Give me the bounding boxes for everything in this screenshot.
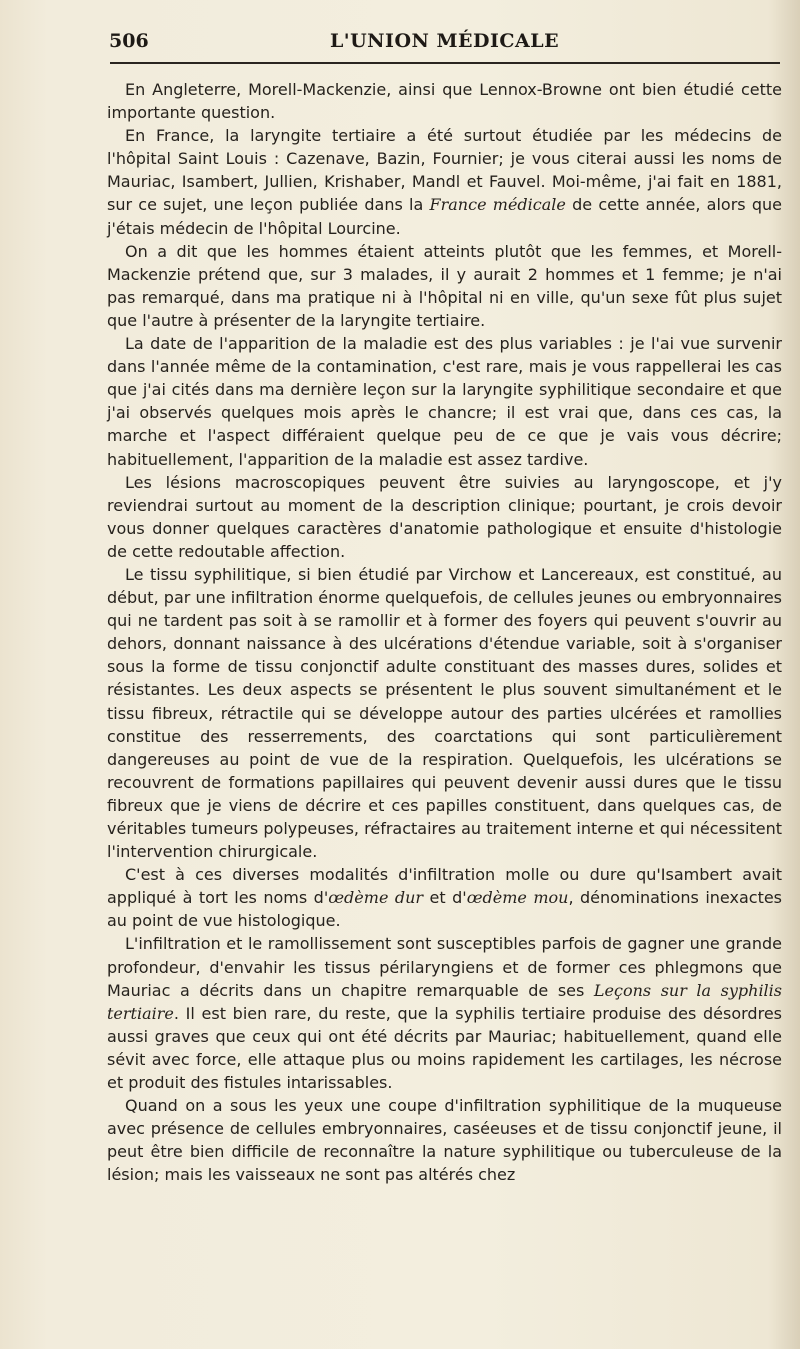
paragraph: [107, 863, 782, 932]
italic-text: œdème dur: [328, 888, 424, 908]
paragraph: [107, 124, 782, 239]
paragraph: [107, 332, 782, 471]
text-run: Quand on a sous les yeux une coupe d'infiltration syphilitique de la muqueuse avec présence de cellules embryonnaires, caséeuses et de tissu conjonctif jeune, il peut être bien difficile de reconnaître la nature syphilitique ou tuberculeuse de la lésion; mais les vaisseaux ne sont pas altérés chez: [107, 1096, 782, 1185]
text-run: C'est à ces diverses modalités d'infiltration molle ou dure qu'Isambert avait appliqué à tort les noms d': [107, 865, 782, 908]
text-run: On a dit que les hommes étaient atteints plutôt que les femmes, et Morell-Mackenzie prétend que, sur 3 malades, il y aurait 2 hommes et 1 femme; je n'ai pas remarqué, dans ma pratique ni à l'hôpital ni en ville, qu'un sexe fût plus sujet que l'autre à présenter de la laryngite tertiaire.: [107, 241, 782, 330]
page-number: 506: [109, 30, 149, 52]
text-run: En France, la laryngite tertiaire a été surtout étudiée par les médecins de l'hôpital Saint Louis : Cazenave, Bazin, Fournier; je vous citerai aussi les noms de Mauriac, Isambert, Jullien, Krishaber, Mandl et Fauvel. Moi-même, j'ai fait en 1881, sur ce sujet, une leçon publiée dans la: [107, 126, 782, 215]
running-title: L'UNION MÉDICALE: [329, 30, 560, 52]
italic-text: France médicale: [429, 195, 566, 215]
text-run: Le tissu syphilitique, si bien étudié par Virchow et Lancereaux, est constitué, au début, par une infiltration énorme quelquefois, de cellules jeunes ou embryonnaires qui ne tardent pas soit à se ramollir et à former des foyers qui peuvent s'ouvrir au dehors, donnant naissance à des ulcérations d'étendue variable, soit à s'organiser sous la forme de tissu conjonctif adulte constituant des masses dures, solides et résistantes. Les deux aspects se présentent le plus souvent simultanément et le tissu fibreux, rétractile qui se développe autour des parties ulcérées et ramollies constitue des resserrements, des coarctations qui sont particulièrement dangereuses au point de vue de la respiration. Quelquefois, les ulcérations se recouvrent de formations papillaires qui peuvent devenir aussi dures que le tissu fibreux que je viens de décrire et ces papilles constituent, dans quelques cas, de véritables tumeurs polypeuses, réfractaires au traitement interne et qui nécessitent l'intervention chirurgicale.: [107, 564, 782, 862]
text-run: En Angleterre, Morell-Mackenzie, ainsi que Lennox-Browne ont bien étudié cette importante question.: [107, 80, 782, 123]
header-rule: [110, 62, 780, 64]
text-run: de cette année, alors que j'étais médecin de l'hôpital Lourcine.: [107, 195, 782, 238]
text-run: , dénominations inexactes au point de vue histologique.: [107, 888, 783, 931]
paragraph: [107, 932, 782, 1094]
page-header: [107, 30, 782, 60]
text-run: La date de l'apparition de la maladie est des plus variables : je l'ai vue survenir dans l'année même de la contamination, c'est rare, mais je vous rappellerai les cas que j'ai cités dans ma dernière leçon sur la laryngite syphilitique secondaire et que j'ai observés quelques mois après le chancre; il est vrai que, dans ces cas, la marche et l'aspect différaient quelque peu de ce que je vais vous décrire; habituellement, l'apparition de la maladie est assez tardive.: [107, 334, 782, 469]
text-run: . Il est bien rare, du reste, que la syphilis tertiaire produise des désordres aussi graves que ceux qui ont été décrits par Mauriac; habituellement, quand elle sévit avec force, elle attaque plus ou moins rapidement les cartilages, les nécrose et produit des fistules intarissables.: [107, 1003, 782, 1093]
text-run: Les lésions macroscopiques peuvent être suivies au laryngoscope, et j'y reviendrai surtout au moment de la description clinique; pourtant, je crois devoir vous donner quelques caractères d'anatomie pathologique et ensuite d'histologie de cette redoutable affection.: [107, 472, 782, 561]
italic-text: œdème mou: [466, 888, 569, 908]
text-run: et d': [423, 888, 467, 908]
text-run: L'infiltration et le ramollissement sont susceptibles parfois de gagner une grande profondeur, d'envahir les tissus périlaryngiens et de former ces phlegmons que Mauriac a décrits dans un chapitre remarquable de ses: [107, 934, 782, 1000]
paragraph: [107, 78, 782, 124]
paragraph: [107, 563, 782, 863]
body-text: [107, 78, 782, 1187]
italic-text: Leçons sur la syphilis tertiaire: [107, 980, 783, 1023]
paragraph: [107, 1094, 782, 1186]
paragraph: [107, 240, 782, 332]
paragraph: [107, 471, 782, 563]
